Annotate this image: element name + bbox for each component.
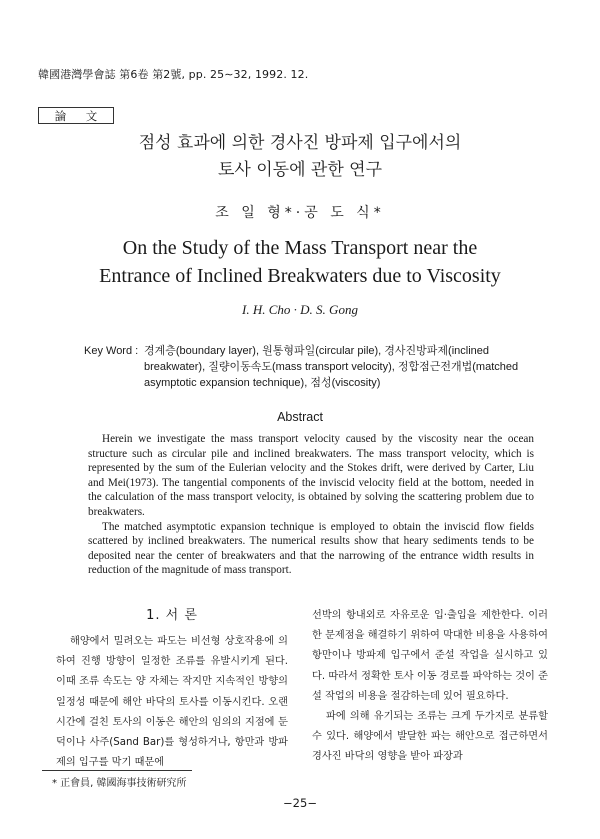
footnote: * 正會員, 韓國海事技術研究所 — [52, 778, 187, 789]
left-column — [56, 632, 288, 773]
right-column — [312, 606, 548, 768]
abstract-body — [88, 432, 534, 578]
keywords-block — [84, 343, 550, 391]
section-heading: 1. 서 론 — [146, 608, 198, 623]
abstract-paragraph-2: The matched asymptotic expansion technique is employed to obtain the inviscid flow fields scattered by inclined breakwaters. The numerical results show that heary sediments tends to be deposited near the center of breakwaters and that the narrowing of the entrance width results in reduction of the magnitude of mass transport. — [88, 520, 534, 577]
english-title-line-2: Entrance of Inclined Breakwaters due to Viscosity — [99, 265, 501, 287]
korean-title — [0, 130, 600, 184]
article-type-label — [38, 107, 114, 124]
right-column-paragraph-2: 파에 의해 유기되는 조류는 크게 두가지로 분류할 수 있다. 해양에서 발달한 파는 해안으로 접근하면서 경사진 바닥의 영향을 받아 파장과 — [312, 711, 548, 763]
english-title-line-1: On the Study of the Mass Transport near the — [122, 237, 478, 259]
article-type-char-1: 論 — [54, 108, 67, 123]
journal-citation: 韓國港灣學會誌 第6卷 第2號, pp. 25∼32, 1992. 12. — [38, 68, 309, 81]
left-column-paragraph-1: 해양에서 밀려오는 파도는 비선형 상호작용에 의하여 진행 방향이 일정한 조류를 유발시키게 된다. 이때 조류 속도는 양 자체는 작지만 지속적인 방향의 일정성 때문에 해안 바닥의 토사를 이동시킨다. 오랜 시간에 걸친 토사의 이동은 해안의 임의의 지점에 둔덕이나 사주(Sand Bar)를 형성하거나, 항만과 방파제의 입구를 막기 때문에 — [56, 636, 288, 769]
keywords-text: 경계층(boundary layer), 원통형파일(circular pile), 경사진방파제(inclined breakwater), 질량이동속도(mass transport velocity), 정합점근전개법(matched asymptotic expansion technique), 점성(viscosity) — [144, 345, 519, 389]
korean-title-line-2: 토사 이동에 관한 연구 — [217, 160, 382, 180]
english-title — [0, 234, 600, 290]
english-authors: I. H. Cho · D. S. Gong — [242, 302, 358, 317]
abstract-paragraph-1: Herein we investigate the mass transport velocity caused by the viscosity near the ocean structure such as circular pile and inclined breakwaters. The mass transport velocity, which is represented by the sum of the Eulerian velocity and the Stokes drift, were derived by Carter, Liu and Mei(1973). The tangential components of the inviscid velocity field at the bottom, needed in the calculation of the mass transport velocity, is obtained by solving the scattering problem due to breakwaters. — [88, 433, 534, 518]
page-number: −25− — [283, 796, 317, 810]
korean-authors: 조 일 형*·공 도 식* — [215, 205, 385, 221]
abstract-heading: Abstract — [277, 410, 323, 424]
right-column-paragraph-1: 선박의 항내외로 자유로운 입·출입을 제한한다. 이러한 문제점을 해결하기 위하여 막대한 비용을 사용하여 항만이나 방파제 입구에서 준설 작업을 실시하고 있다. 따라서 정확한 토사 이동 경로를 파악하는 것이 준설 작업의 비용을 절감하는데 있어 필요하다. — [312, 610, 548, 702]
footnote-divider — [42, 770, 192, 771]
article-type-char-2: 文 — [85, 108, 98, 123]
korean-title-line-1: 점성 효과에 의한 경사진 방파제 입구에서의 — [138, 133, 462, 153]
keywords-label: Key Word : — [84, 345, 139, 357]
